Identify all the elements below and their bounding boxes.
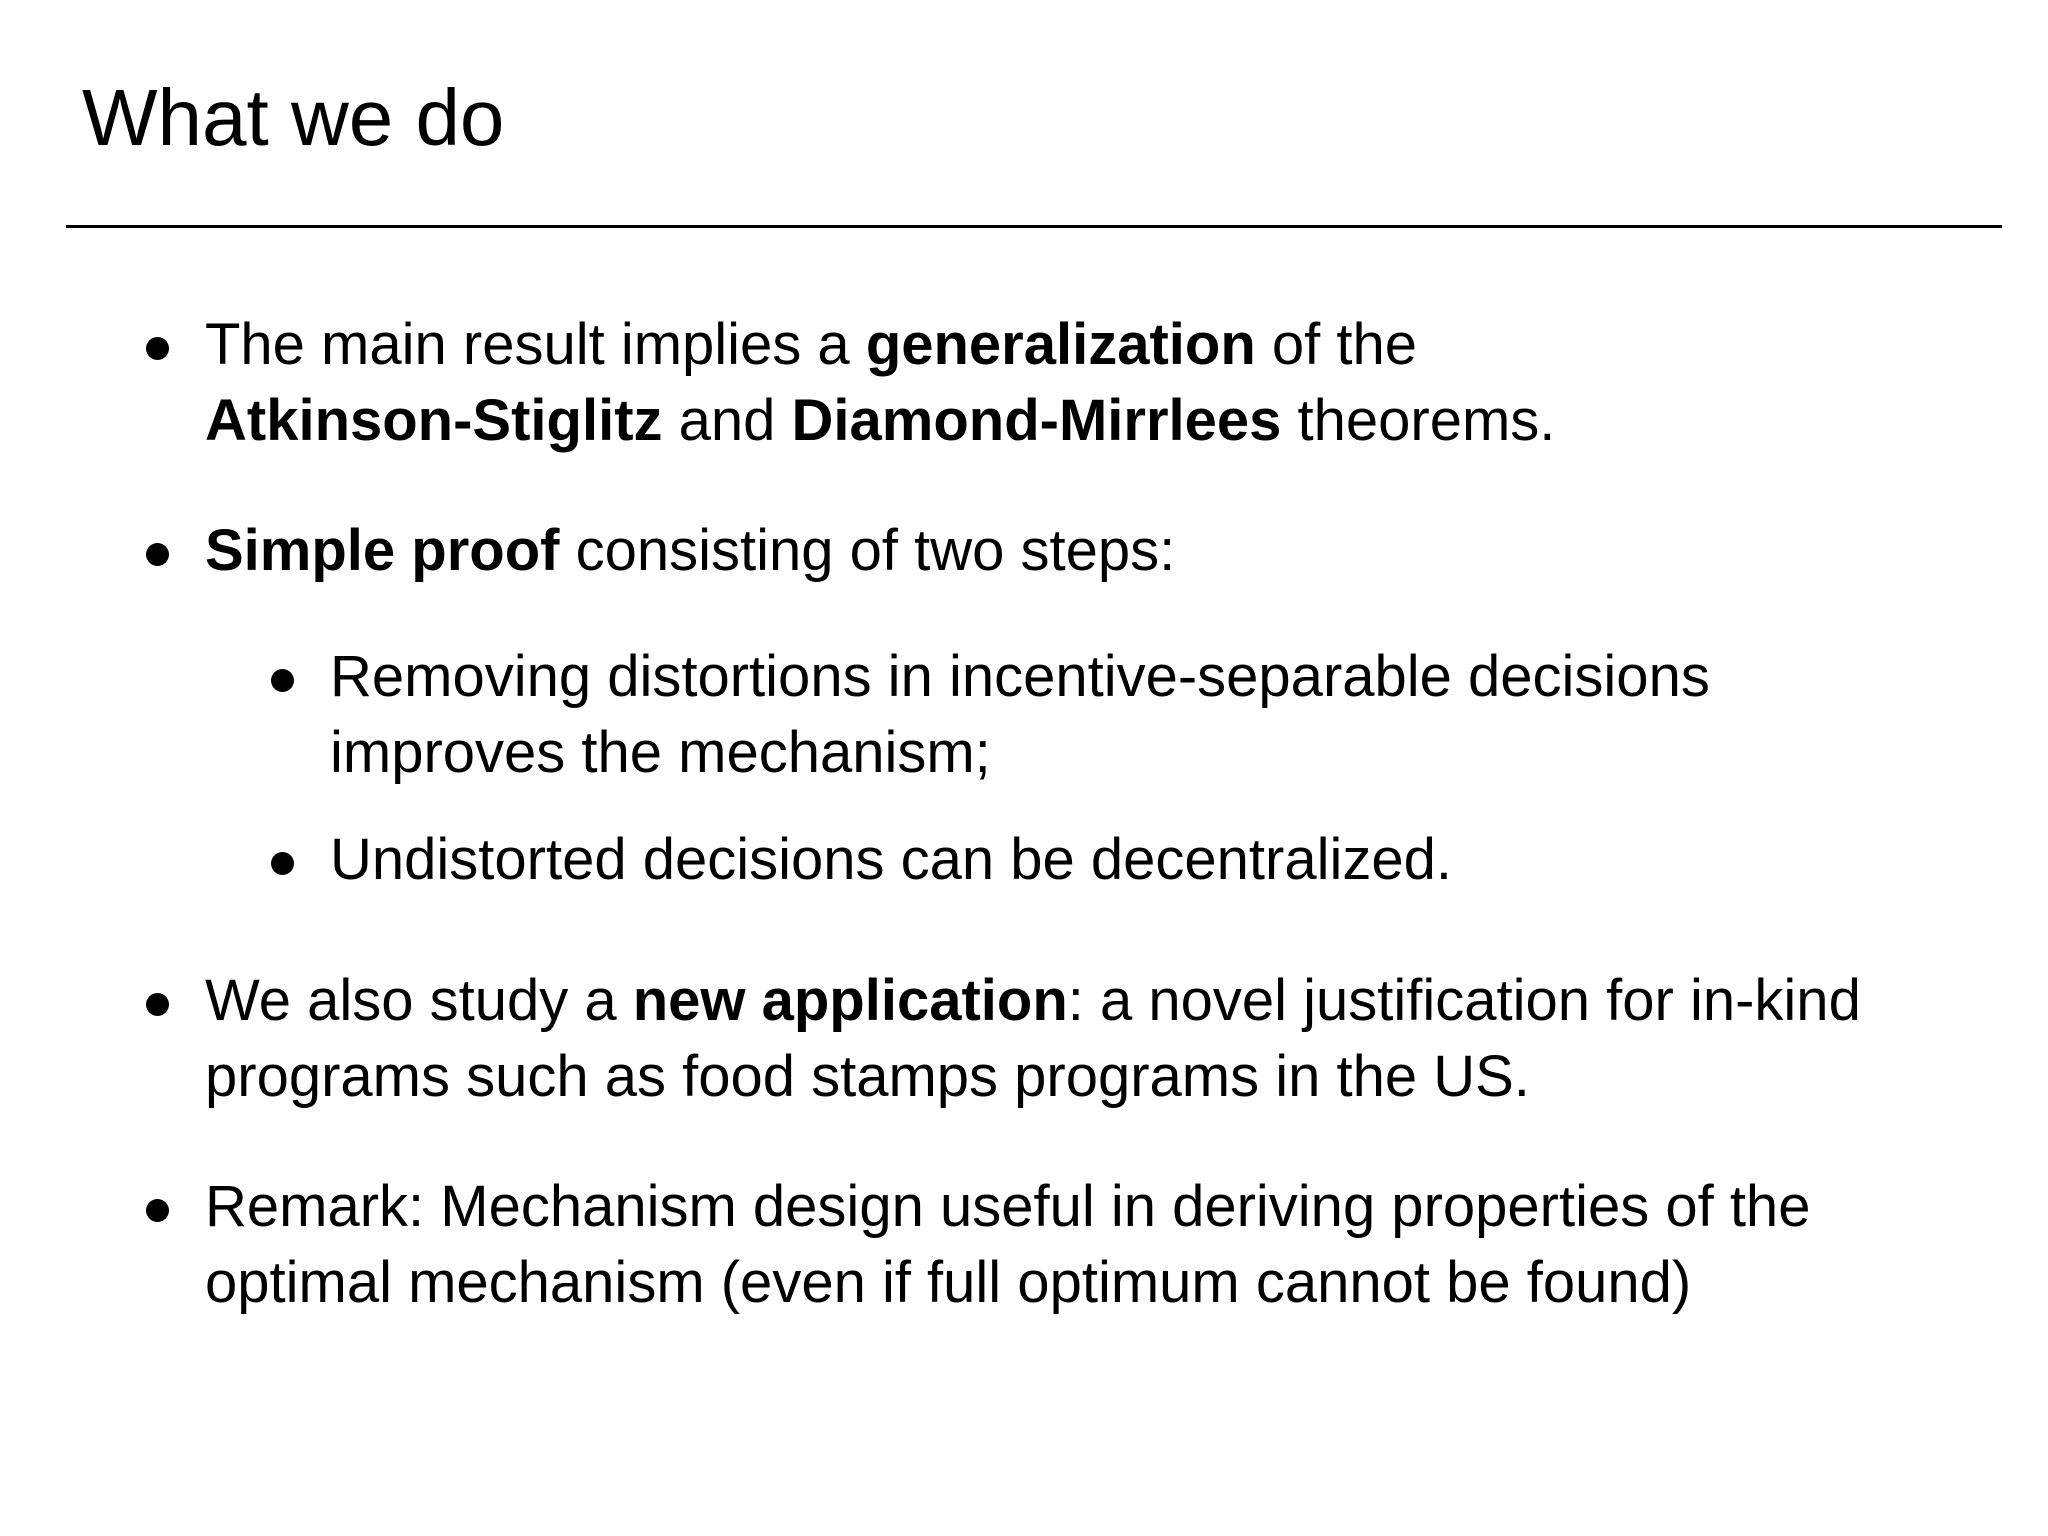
- bullet-dot-icon: [146, 543, 169, 566]
- sub-bullet-dot-icon: [271, 669, 294, 692]
- sub-bullet-item-removing-distortions: [330, 639, 1710, 791]
- bullet-dot-icon: [146, 337, 169, 360]
- bullet-line: programs such as food stamps programs in the US.: [205, 1044, 1530, 1109]
- bullet-item-new-application: [205, 963, 1861, 1115]
- bullet-line: Undistorted decisions can be decentralized.: [330, 827, 1452, 892]
- slide-title: What we do: [82, 73, 505, 162]
- title-divider: [66, 225, 2002, 228]
- bullet-item-simple-proof: [205, 513, 1175, 589]
- emphasis-text: generalization: [865, 312, 1256, 377]
- emphasis-text: Diamond-Mirrlees: [791, 388, 1282, 453]
- bullet-line: Removing distortions in incentive-separable decisions: [330, 644, 1710, 709]
- bullet-line: We also study a new application: a novel justification for in-kind: [205, 968, 1861, 1033]
- bullet-dot-icon: [146, 993, 169, 1016]
- bullet-line: improves the mechanism;: [330, 720, 991, 785]
- bullet-line: The main result implies a generalization of the: [205, 312, 1418, 377]
- bullet-line: optimal mechanism (even if full optimum cannot be found): [205, 1250, 1692, 1315]
- bullet-item-remark: [205, 1169, 1810, 1321]
- bullet-line: Remark: Mechanism design useful in deriving properties of the: [205, 1174, 1811, 1239]
- bullet-line: Atkinson-Stiglitz and Diamond-Mirrlees theorems.: [205, 388, 1556, 453]
- emphasis-text: new application: [632, 968, 1068, 1033]
- emphasis-text: Simple proof: [205, 518, 560, 583]
- emphasis-text: Atkinson-Stiglitz: [205, 388, 663, 453]
- bullet-line: Simple proof consisting of two steps:: [205, 518, 1176, 583]
- sub-bullet-item-undistorted-decisions: [330, 822, 1452, 898]
- bullet-item-generalization: [205, 307, 1555, 459]
- bullet-dot-icon: [146, 1199, 169, 1222]
- sub-bullet-dot-icon: [271, 852, 294, 875]
